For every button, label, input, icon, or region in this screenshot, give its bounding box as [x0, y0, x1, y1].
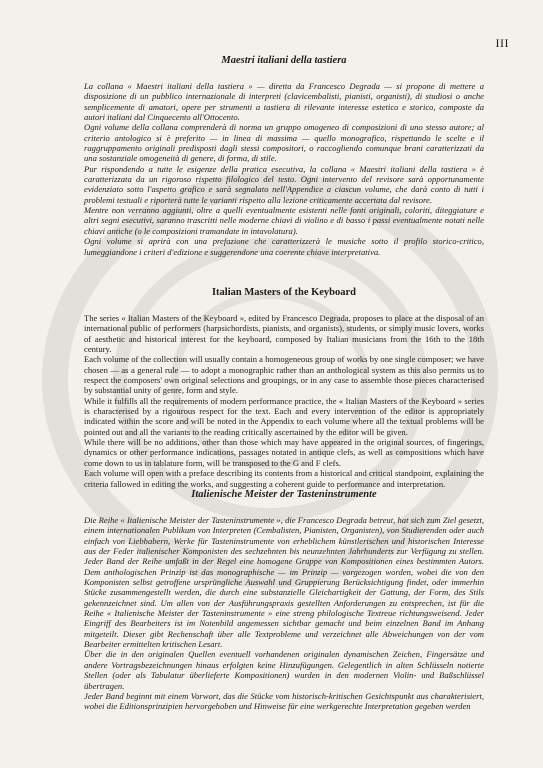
german-body: [84, 515, 484, 712]
english-paragraph: While it fulfills all the requirements of modern performance practice, the « Italian Masters of the Keyboard » series is characterised by a rigourous respect for the text. Each and every intervention of the editor is appropriately indicated within the score and will be noted in the Appendix to each volume where all the textual problems will be pointed out and all the variants to the reading critically ascertained by the editor will be given.: [84, 395, 484, 437]
german-title: Italienische Meister der Tasteninstrumente: [191, 489, 377, 500]
english-title: Italian Masters of the Keyboard: [211, 287, 357, 298]
italian-paragraph: La collana « Maestri italiani della tastiera » — diretta da Francesco Degrada — si propone di mettere a disposizione di un pubblico internazionale di interpreti (clavicembalisti, pianisti, organisti), di studiosi o anche semplicemente di amatori, opere per strumenti a tastiera di rilevante interesse estetico e storico, composte da autori italiani dal Cinquecento all'Ottocento.: [84, 81, 484, 123]
english-paragraph: The series « Italian Masters of the Keyboard », edited by Francesco Degrada, proposes to place at the disposal of an international public of performers (harpsichordists, pianists, and organists), students, or simply music lovers, works of aesthetic and historical interest for the keyboard, composed by Italian musicians from the 16th to the 18th century.: [84, 313, 484, 355]
italian-paragraph: Mentre non verranno aggiunti, oltre a quelli eventualmente esistenti nelle fonti originali, coloriti, diteggiature e altri segni esecutivi, saranno trascritti nelle moderne chiavi di violino e di basso i passi eventualmente notati nelle chiavi antiche (o le composizioni tramandate in intavolatura).: [84, 205, 484, 236]
italian-paragraph: Pur rispondendo a tutte le esigenze della pratica esecutiva, la collana « Maestri italiani della tastiera » è caratterizzata da un rigoroso rispetto filologico del testo. Ogni intervento del revisore sarà opportunamente evidenziato sotto l'aspetto grafico e sarà segnalato nell'Appendice a ciascun volume, che darà conto di tutti i problemi testuali e riporterà tutte le varianti rispetto alla lezione criticamente accertata dal revisore.: [84, 163, 484, 205]
english-section: [84, 287, 484, 489]
german-paragraph: Die Reihe « Italienische Meister der Tasteninstrumente », die Francesco Degrada betreut, hat sich zum Ziel gesetzt, einem internationalen Publikum von Interpreten (Cembalisten, Pianisten, Organisten), von Studierenden oder auch einfach von Liebhabern, Werke für Tasteninstrumente von erheblichem künstlerischen und historischen Interesse aus der Feder italienischer Komponisten des sechzehnten bis neunzehnten Jahrhunderts zur Verfügung zu stellen. Jeder Band der Reihe umfaßt in der Regel eine homogene Gruppe von Kompositionen eines bestimmten Autors. Dem anthologischen Prinzip ist das monographische — im Prinzip — vorgezogen worden, wobei die von den Komponisten selbst getroffene ursprüngliche Auswahl und Gruppierung Berücksichtigung findet, oder immerhin Stücke zusammengestellt werden, die durch eine substanzielle Gleichartigkeit der Gattung, der Form, des Stils gekennzeichnet sind. Um allen von der Ausführungspraxis gestellten Anforderungen zu entsprechen, ist für die Reihe « Italienische Meister der Tasteninstrumente » eine streng philologische Textreue richtungsweisend. Jeder Eingriff des Bearbeiters ist im Notenbild angemessen sichtbar gemacht und beim einzelnen Band im Anhang mitgeteilt. Dieser gibt Rechenschaft über alle Textprobleme und verzeichnet alle Abweichungen von der vom Bearbeiter ermittelten kritischen Lesart.: [84, 515, 484, 650]
italian-title: Maestri italiani della tastiera: [221, 55, 347, 66]
italian-paragraph: Ogni volume della collana comprenderà di norma un gruppo omogeneo di composizioni di uno stesso autore; al criterio antologico si è preferito — in linea di massima — quello monografico, rispettando le scelte e il raggruppamento originali predisposti dagli stessi compositori, o raccogliendo comunque brani caratterizzati da una sostanziale omogeneità di genere, di forma, di stile.: [84, 122, 484, 164]
italian-paragraph: Ogni volume si aprirà con una prefazione che caratterizzerà le musiche sotto il profilo storico-critico, lumeggiandone i criteri d'edizione e suggerendone una coerente chiave interpretativa.: [84, 236, 484, 257]
italian-section: [84, 55, 484, 257]
english-paragraph: While there will be no additions, other than those which may have appeared in the original sources, of fingerings, dynamics or other performance indications, passages notated in antique clefs, as well as compositions which have come down to us in tablature form, will be transposed to the G and F clefs.: [84, 437, 484, 468]
german-paragraph: Jeder Band beginnt mit einem Vorwort, das die Stücke vom historisch-kritischen Gesichtspunkt aus charakterisiert, wobei die Editionsprinzipien hervorgehoben und Hinweise für eine werkgerechte Interpretation gegeben werden: [84, 690, 484, 712]
english-paragraph: Each volume will open with a preface describing its contents from a historical and critical standpoint, explaining the criteria fallowed in editing the works, and suggesting a coherent guide to performance and interpretation.: [84, 468, 484, 489]
page-number: III: [495, 36, 509, 50]
english-body: [84, 313, 484, 489]
german-paragraph: Über die in den originalen Quellen eventuell vorhandenen originalen dynamischen Zeichen, Fingersätze und andere Vortragsbezeichnungen hinaus erfolgten keine Hinzufügungen. Gelegentlich in alten Schlüsseln notierte Stellen (oder als Tabulatur überlieferte Kompositionen) wurden in den modernen Violin- und Baßschlüssel übertragen.: [84, 649, 484, 691]
italian-body: [84, 81, 484, 257]
english-paragraph: Each volume of the collection will usually contain a homogeneous group of works by one single composer; we have chosen — as a general rule — to adopt a monographic rather than an anthological system as this also permits us to respect the composers' own original selections and groupings, or in any case to assemble those pieces characterised by substantial unity of genre, form and style.: [84, 354, 484, 396]
german-section: [84, 489, 484, 712]
